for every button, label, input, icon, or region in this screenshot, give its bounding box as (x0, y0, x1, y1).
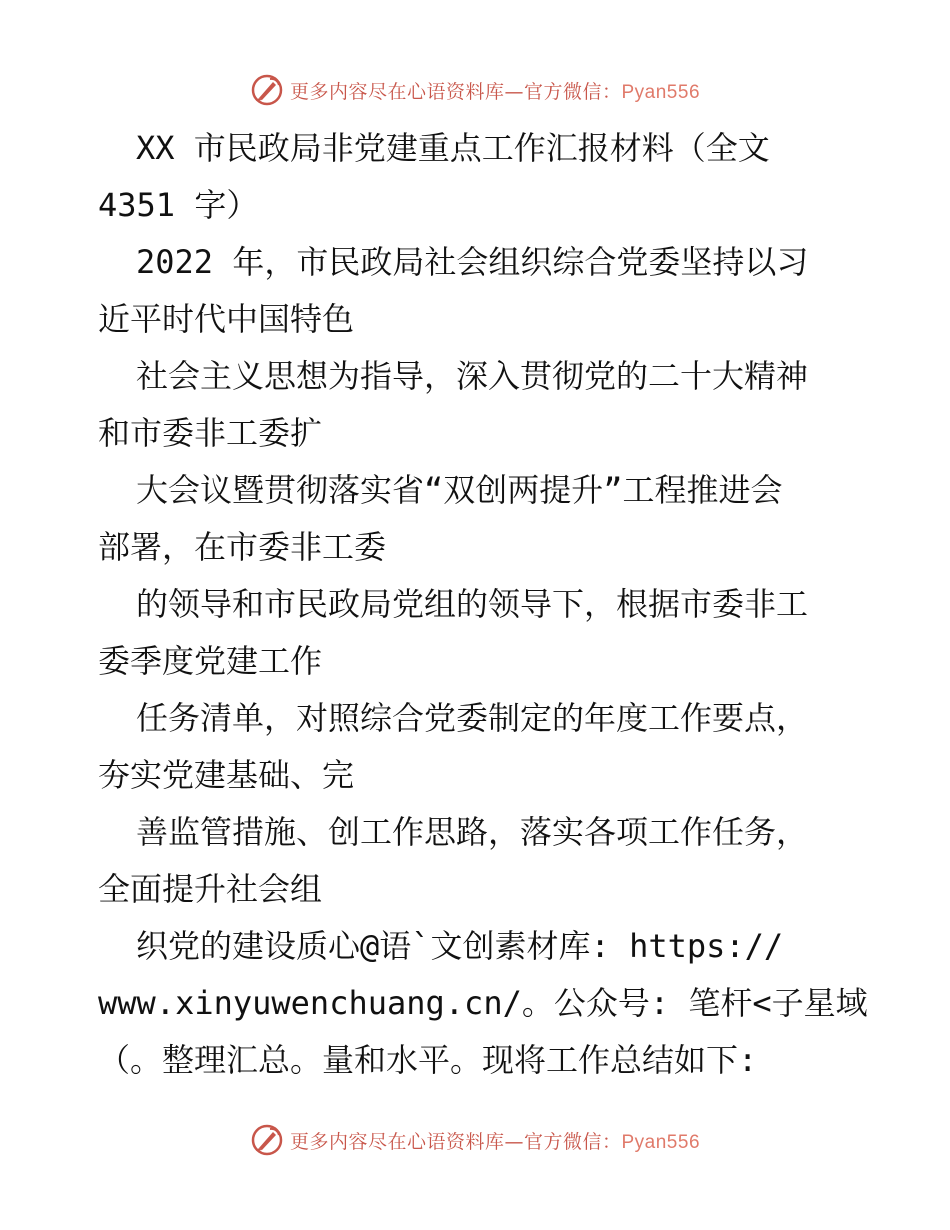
document-title-line-1: XX 市民政局非党建重点工作汇报材料（全文 (136, 129, 770, 167)
paragraph-line: 2022 年，市民政局社会组织综合党委坚持以习 (136, 243, 809, 281)
paragraph-line: 和市委非工委扩 (98, 414, 323, 452)
watermark-wechat-id: Pyan556 (621, 1131, 701, 1153)
watermark-wechat-id: Pyan556 (621, 81, 701, 103)
paragraph-line: 织党的建设质心@语`文创素材库: https:// (136, 927, 784, 965)
paragraph-line: （。整理汇总。量和水平。现将工作总结如下: (98, 1041, 758, 1079)
paragraph-line: 善监管措施、创工作思路，落实各项工作任务， (136, 813, 809, 851)
paragraph-line: 委季度党建工作 (98, 642, 323, 680)
watermark-separator: — (504, 80, 524, 103)
paragraph-line: 全面提升社会组 (98, 870, 323, 908)
watermark-main-text: 更多内容尽在心语资料库 (289, 80, 505, 103)
paragraph-line: 部署，在市委非工委 (98, 528, 387, 566)
watermark-main-text: 更多内容尽在心语资料库 (289, 1130, 505, 1153)
paragraph-line: 任务清单，对照综合党委制定的年度工作要点， (136, 699, 809, 737)
paragraph-line: 大会议暨贯彻落实省“双创两提升”工程推进会 (136, 471, 783, 509)
watermark-text (290, 1127, 700, 1154)
paragraph-line: 近平时代中国特色 (98, 300, 355, 338)
quill-seal-icon (250, 1123, 284, 1157)
watermark-label: 官方微信： (523, 80, 622, 103)
watermark-banner-bottom (0, 1120, 950, 1160)
paragraph-line: 的领导和市民政局党组的领导下，根据市委非工 (136, 585, 809, 623)
document-body (98, 120, 898, 1089)
paragraph-line: 社会主义思想为指导，深入贯彻党的二十大精神 (136, 357, 809, 395)
paragraph-line: 夯实党建基础、完 (98, 756, 355, 794)
watermark-separator: — (504, 1130, 524, 1153)
watermark-label: 官方微信： (523, 1130, 622, 1153)
paragraph-line: www.xinyuwenchuang.cn/。公众号: 笔杆<子星域 (98, 984, 868, 1022)
quill-seal-icon (250, 73, 284, 107)
watermark-banner-top (0, 70, 950, 110)
watermark-text (290, 77, 700, 104)
document-title-line-2: 4351 字） (98, 186, 259, 224)
